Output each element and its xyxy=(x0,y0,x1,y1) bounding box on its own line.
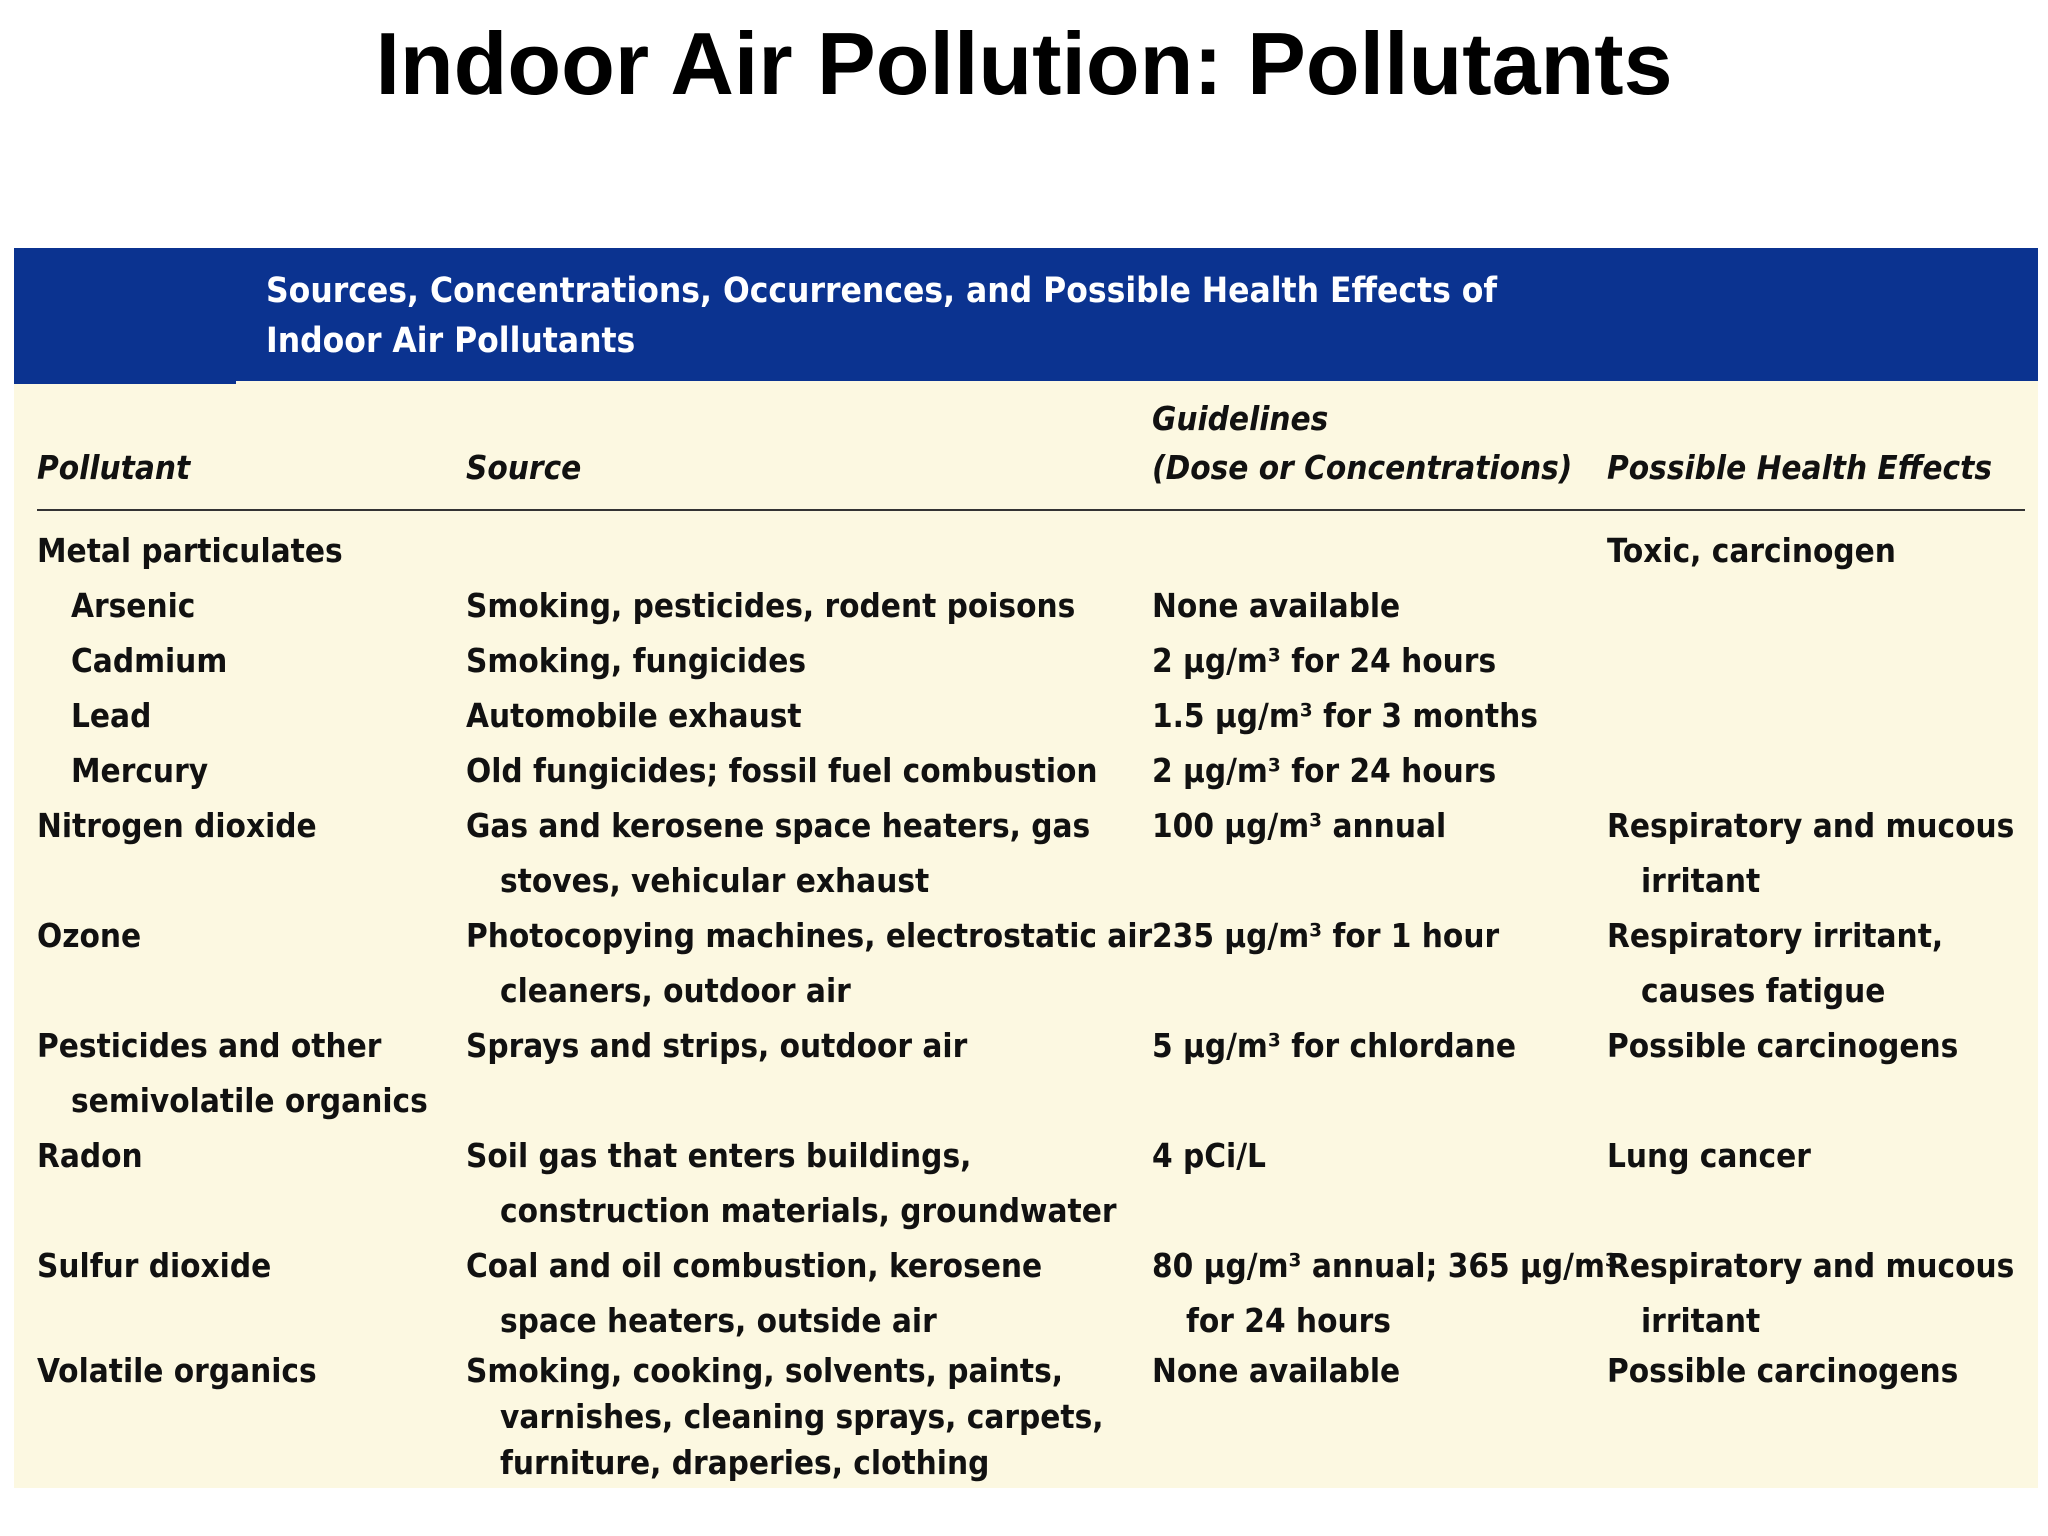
cell-source-line: Sprays and strips, outdoor air xyxy=(466,1026,968,1065)
header-guidelines-line: Guidelines xyxy=(1152,399,1329,438)
cell-guideline xyxy=(1152,1238,1618,1348)
cell-source-line: Coal and oil combustion, kerosene xyxy=(466,1246,1043,1285)
table-row xyxy=(14,633,2038,688)
cell-pollutant xyxy=(37,688,481,743)
cell-pollutant-line: Cadmium xyxy=(71,641,228,680)
cell-health-effects xyxy=(1607,1238,2027,1348)
cell-health-effects-line: Possible carcinogens xyxy=(1607,1026,1959,1065)
table-row xyxy=(14,1018,2038,1128)
cell-health-effects-line: Lung cancer xyxy=(1607,1136,1811,1175)
cell-health-effects-line: irritant xyxy=(1641,1301,1761,1340)
cell-pollutant-line: Ozone xyxy=(37,916,142,955)
cell-pollutant xyxy=(37,743,481,798)
cell-source xyxy=(466,1018,1146,1073)
cell-health-effects-line: Toxic, carcinogen xyxy=(1607,531,1896,570)
header-rule xyxy=(37,509,2025,511)
table-row xyxy=(14,1348,2038,1488)
cell-guideline-line: for 24 hours xyxy=(1186,1301,1391,1340)
cell-source-line: Smoking, pesticides, rodent poisons xyxy=(466,586,1076,625)
table-row xyxy=(14,1128,2038,1238)
cell-source-line: Soil gas that enters buildings, xyxy=(466,1136,972,1175)
cell-source xyxy=(466,1348,1146,1486)
cell-guideline-line: 80 µg/m³ annual; 365 µg/m³ xyxy=(1152,1246,1618,1285)
slide-title: Indoor Air Pollution: Pollutants xyxy=(375,14,1673,113)
table-row xyxy=(14,798,2038,908)
cell-source-line: Smoking, fungicides xyxy=(466,641,807,680)
cell-source-line: Automobile exhaust xyxy=(466,696,802,735)
cell-guideline-line: 2 µg/m³ for 24 hours xyxy=(1152,641,1497,680)
cell-source xyxy=(466,1128,1146,1238)
table-row xyxy=(14,688,2038,743)
cell-guideline-line: None available xyxy=(1152,586,1401,625)
cell-health-effects xyxy=(1607,798,2027,908)
cell-source-line: Gas and kerosene space heaters, gas xyxy=(466,806,1091,845)
cell-health-effects xyxy=(1607,908,2027,1018)
header-health-effects: Possible Health Effects xyxy=(1607,448,1993,487)
table-caption-line: Indoor Air Pollutants xyxy=(266,321,636,361)
cell-source xyxy=(466,1238,1146,1348)
cell-pollutant-line: Nitrogen dioxide xyxy=(37,806,317,845)
cell-guideline xyxy=(1152,798,1612,853)
table-row xyxy=(14,1238,2038,1348)
cell-source xyxy=(466,578,1146,633)
table-row xyxy=(14,523,2038,578)
cell-health-effects xyxy=(1607,523,2027,578)
table-banner xyxy=(14,248,2038,381)
cell-health-effects xyxy=(1607,1018,2027,1073)
table-caption xyxy=(266,266,1766,366)
cell-source xyxy=(466,798,1146,908)
cell-pollutant xyxy=(37,1128,447,1183)
cell-pollutant xyxy=(37,523,447,578)
cell-source xyxy=(466,908,1153,1018)
cell-pollutant-line: Pesticides and other xyxy=(37,1026,382,1065)
cell-guideline-line: 235 µg/m³ for 1 hour xyxy=(1152,916,1500,955)
cell-health-effects-line: Respiratory irritant, xyxy=(1607,916,1944,955)
cell-source xyxy=(466,688,1146,743)
cell-pollutant xyxy=(37,1348,447,1394)
cell-pollutant-line: semivolatile organics xyxy=(71,1081,428,1120)
cell-guideline xyxy=(1152,908,1612,963)
header-guidelines xyxy=(1152,394,1572,492)
header-pollutant: Pollutant xyxy=(37,448,191,487)
cell-guideline xyxy=(1152,743,1612,798)
cell-pollutant-line: Metal particulates xyxy=(37,531,343,570)
cell-pollutant xyxy=(37,633,481,688)
cell-health-effects-line: causes fatigue xyxy=(1641,971,1886,1010)
header-guidelines-line: (Dose or Concentrations) xyxy=(1152,448,1573,487)
cell-source-line: varnishes, cleaning sprays, carpets, xyxy=(500,1397,1104,1436)
cell-pollutant xyxy=(37,908,447,963)
cell-source-line: Smoking, cooking, solvents, paints, xyxy=(466,1351,1064,1390)
cell-pollutant xyxy=(37,1238,447,1293)
cell-source-line: cleaners, outdoor air xyxy=(500,971,851,1010)
cell-pollutant-line: Volatile organics xyxy=(37,1351,317,1390)
cell-pollutant xyxy=(37,578,481,633)
cell-pollutant-line: Mercury xyxy=(71,751,209,790)
cell-guideline xyxy=(1152,578,1612,633)
cell-health-effects-line: Respiratory and mucous xyxy=(1607,806,2015,845)
cell-health-effects-line: Possible carcinogens xyxy=(1607,1351,1959,1390)
cell-guideline-line: None available xyxy=(1152,1351,1401,1390)
table-body xyxy=(14,523,2038,1488)
cell-health-effects xyxy=(1607,1128,2027,1183)
cell-pollutant-line: Lead xyxy=(71,696,152,735)
table-row xyxy=(14,743,2038,798)
cell-pollutant xyxy=(37,1018,447,1128)
cell-source-line: construction materials, groundwater xyxy=(500,1191,1117,1230)
cell-guideline xyxy=(1152,1128,1612,1183)
cell-guideline xyxy=(1152,1348,1612,1394)
cell-health-effects-line: irritant xyxy=(1641,861,1761,900)
cell-source-line: stoves, vehicular exhaust xyxy=(500,861,930,900)
cell-guideline xyxy=(1152,633,1612,688)
banner-notch xyxy=(14,381,236,384)
table-row xyxy=(14,578,2038,633)
table-row xyxy=(14,908,2038,1018)
cell-pollutant xyxy=(37,798,447,853)
cell-source-line: space heaters, outside air xyxy=(500,1301,937,1340)
cell-guideline xyxy=(1152,688,1612,743)
cell-health-effects-line: Respiratory and mucous xyxy=(1607,1246,2015,1285)
cell-health-effects xyxy=(1607,1348,2027,1394)
cell-guideline-line: 2 µg/m³ for 24 hours xyxy=(1152,751,1497,790)
pollutants-table xyxy=(14,248,2038,1488)
cell-guideline-line: 1.5 µg/m³ for 3 months xyxy=(1152,696,1538,735)
table-caption-line: Sources, Concentrations, Occurrences, and Possible Health Effects of xyxy=(266,271,1498,311)
cell-source-line: Photocopying machines, electrostatic air xyxy=(466,916,1153,955)
cell-pollutant-line: Arsenic xyxy=(71,586,196,625)
cell-source-line: furniture, draperies, clothing xyxy=(500,1443,990,1482)
cell-source xyxy=(466,633,1146,688)
cell-guideline-line: 100 µg/m³ annual xyxy=(1152,806,1447,845)
cell-pollutant-line: Radon xyxy=(37,1136,143,1175)
cell-guideline xyxy=(1152,1018,1612,1073)
cell-source xyxy=(466,743,1146,798)
cell-guideline-line: 4 pCi/L xyxy=(1152,1136,1266,1175)
cell-guideline-line: 5 µg/m³ for chlordane xyxy=(1152,1026,1516,1065)
cell-pollutant-line: Sulfur dioxide xyxy=(37,1246,272,1285)
cell-source-line: Old fungicides; fossil fuel combustion xyxy=(466,751,1098,790)
header-source: Source xyxy=(466,448,582,487)
